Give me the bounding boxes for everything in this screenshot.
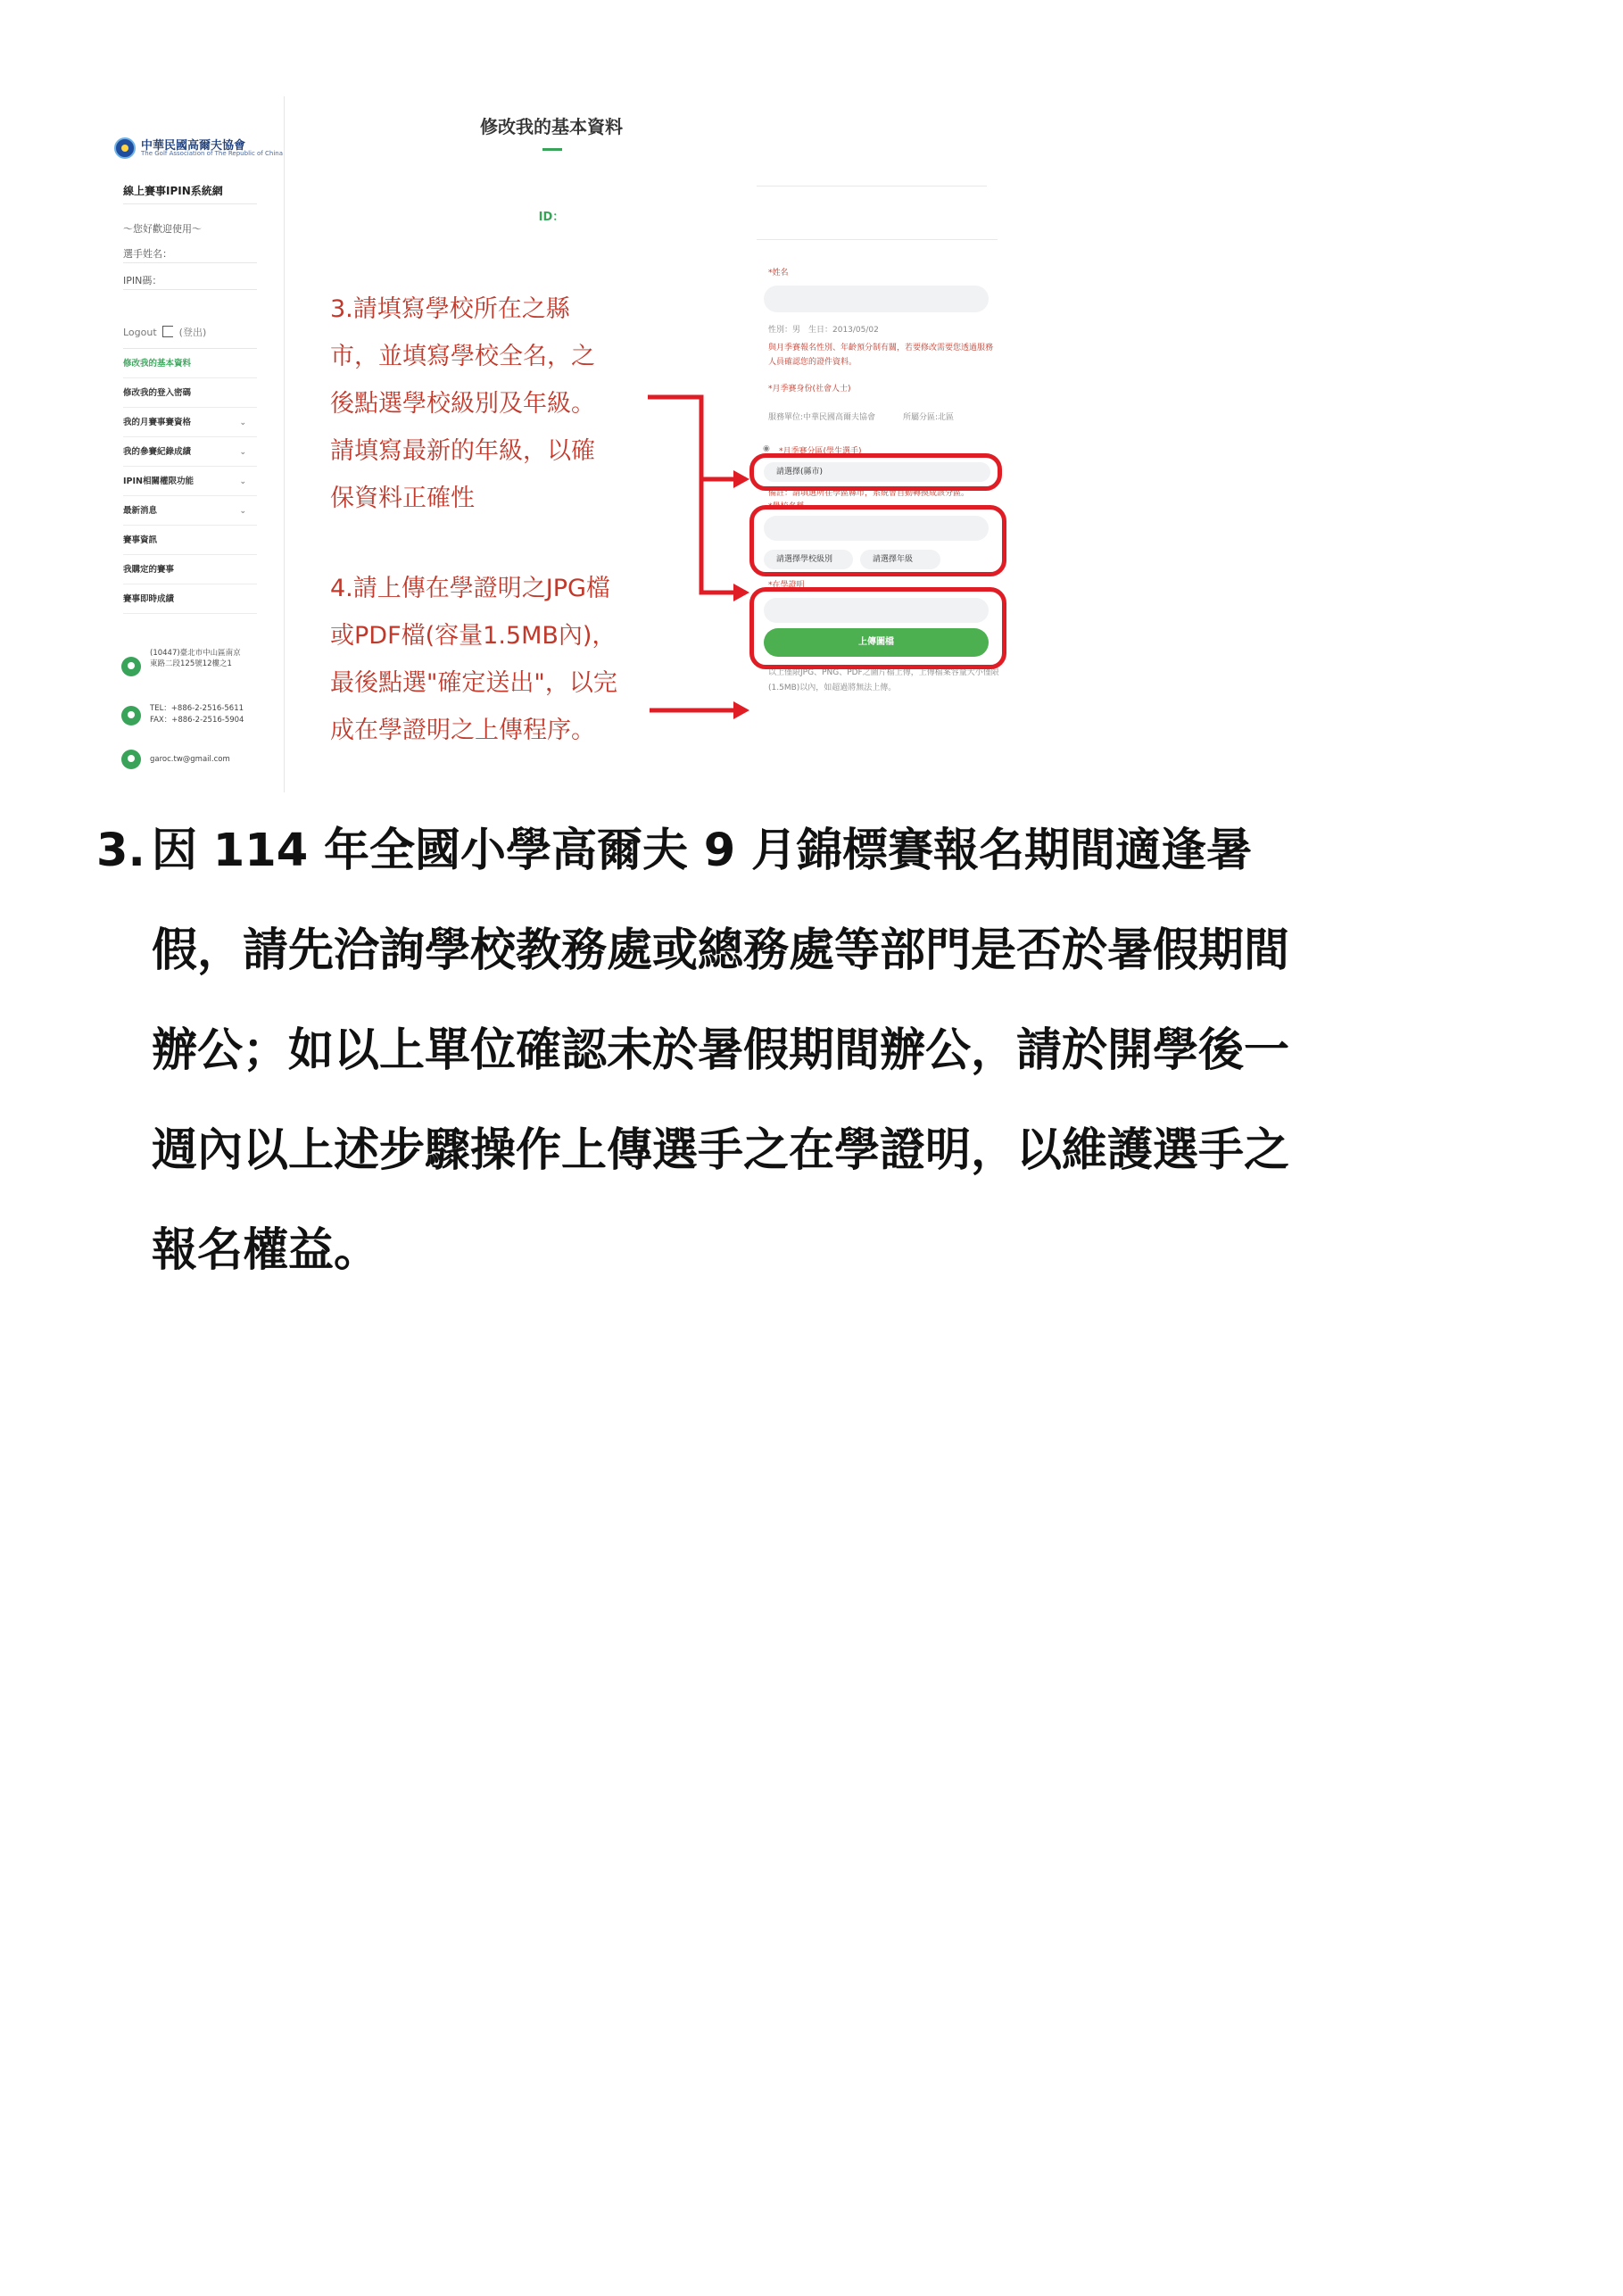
step3-annotation: 3.請填寫學校所在之縣 市，並填寫學校全名，之 後點選學校級別及年級。 請填寫最新的年級，以確 保資料正確性 <box>330 295 595 512</box>
school-level-select[interactable]: 請選擇學校級別 <box>764 550 853 569</box>
chevron-down-icon: ⌄ <box>239 419 246 427</box>
logout-cn-label: (登出) <box>178 327 207 338</box>
upload-note: 以上僅限JPG、PNG、PDF之圖片檔上傳，上傳檔案容量大小僅限(1.5MB)以內，如超過將無法上傳。 <box>768 668 999 692</box>
system-title: 線上賽事IPIN系統網 <box>123 185 223 197</box>
arrowhead-icon <box>733 470 749 488</box>
radio-icon[interactable]: ◉ <box>763 444 770 453</box>
menu-label: 賽事資訊 <box>123 535 158 545</box>
paragraph-body <box>152 801 1579 1301</box>
chevron-down-icon: ⌄ <box>239 448 246 457</box>
upload-button[interactable]: 上傳圖檔 <box>764 628 989 657</box>
player-name-label: 選手姓名： <box>123 248 172 260</box>
paragraph-line: 因 114 年全國小學高爾夫 9 月錦標賽報名期間適逢暑 <box>152 825 1252 877</box>
menu-label: 我的月賽事賽資格 <box>123 418 192 427</box>
name-label: *姓名 <box>768 269 789 278</box>
county-select[interactable]: 請選擇(縣市) <box>764 462 990 482</box>
paragraph-number: 3. <box>96 825 145 877</box>
paragraph-line: 辦公；如以上單位確認未於暑假期間辦公，請於開學後一 <box>152 1024 1290 1077</box>
greeting-text: ～您好歡迎使用～ <box>123 223 202 235</box>
logout-label: Logout <box>123 327 157 338</box>
chevron-down-icon: ⌄ <box>239 477 246 486</box>
menu-label: 最新消息 <box>123 506 158 516</box>
certificate-label: *在學證明 <box>768 581 805 590</box>
gender-birth-text: 性別：男 生日：2013/05/02 <box>768 326 879 335</box>
paragraph-line: 假，請先洽詢學校教務處或總務處等部門是否於暑假期間 <box>152 924 1290 977</box>
tel-text: TEL：+886-2-2516-5611 <box>150 704 244 713</box>
menu-label: 賽事即時成績 <box>123 594 175 604</box>
logo-name: 中華民國高爾夫協會 <box>141 139 246 153</box>
id-label: ID： <box>538 211 565 224</box>
form-title: 修改我的基本資料 <box>480 116 623 137</box>
arrowhead-icon <box>733 584 749 601</box>
ipin-label: IPIN碼： <box>123 275 162 286</box>
annotation-arrows <box>114 96 1105 792</box>
fax-text: FAX：+886-2-2516-5904 <box>150 716 244 725</box>
division-text: 所屬分區:北區 <box>903 413 955 422</box>
menu-label: 我購定的賽事 <box>123 565 175 575</box>
menu-label: 修改我的基本資料 <box>123 359 192 369</box>
unit-text: 服務單位:中華民國高爾夫協會 <box>768 413 876 422</box>
arrow-to-school-icon <box>701 397 746 593</box>
identity-label: *月季賽身份(社會人士) <box>768 385 851 394</box>
grade-select[interactable]: 請選擇年級 <box>860 550 940 569</box>
student-division-label: *月季賽分區(學生選手) <box>779 447 862 456</box>
school-name-label: *學校名稱 <box>768 502 805 511</box>
notice-text: 與月季賽報名性別、年齡預分制有關，若要修改需要您透過服務人員確認您的證件資料。 <box>768 344 994 367</box>
address-text: (10447)臺北市中山區南京東路二段125號12樓之1 <box>150 649 241 668</box>
step4-annotation: 4.請上傳在學證明之JPG檔 或PDF檔(容量1.5MB內)， 最後點選"確定送出"，以完 成在學證明之上傳程序。 <box>330 575 617 744</box>
logo-subtitle: The Golf Association of The Republic of China <box>141 150 283 157</box>
menu-label: 修改我的登入密碼 <box>123 388 192 398</box>
screenshot-figure <box>114 96 1105 792</box>
paragraph-line: 報名權益。 <box>152 1224 380 1277</box>
paragraph-line: 週內以上述步驟操作上傳選手之在學證明，以維護選手之 <box>152 1124 1290 1177</box>
email-text[interactable]: garoc.tw@gmail.com <box>150 755 230 764</box>
arrow-to-county-icon <box>648 397 746 479</box>
arrowhead-icon <box>733 701 749 719</box>
menu-label: 我的參賽紀錄成績 <box>123 447 192 457</box>
county-note: 備註：請填選所在學區縣市，系統會自動轉換成該分區。 <box>768 489 970 498</box>
chevron-down-icon: ⌄ <box>239 507 246 516</box>
menu-label: IPIN相關權限功能 <box>123 477 194 486</box>
